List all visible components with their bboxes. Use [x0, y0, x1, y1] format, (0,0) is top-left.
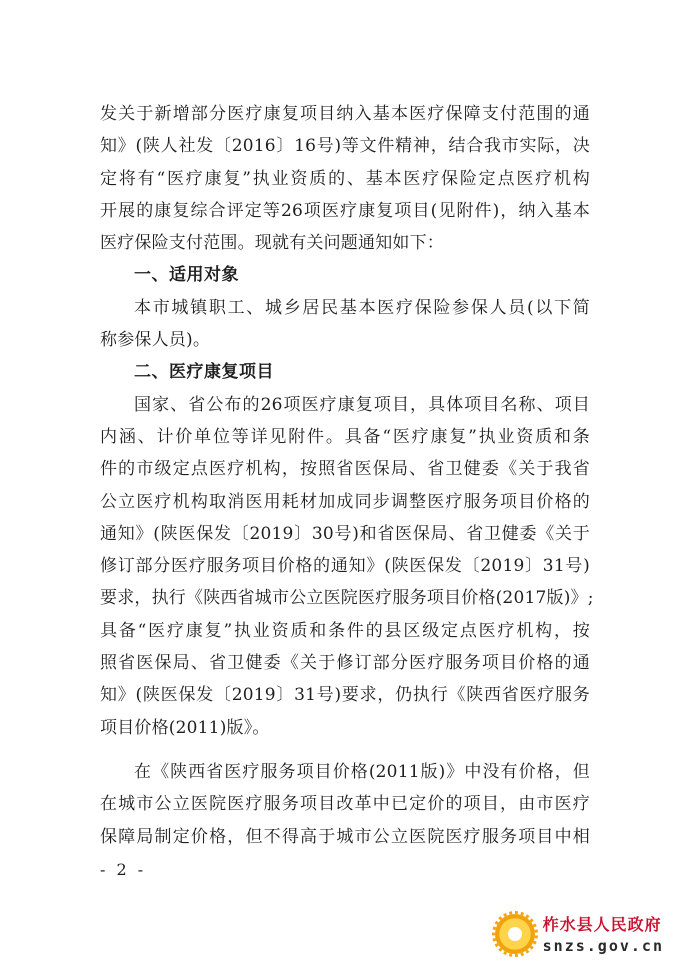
section-2-paragraph	[100, 389, 594, 744]
text-line: 具备“医疗康复”执业资质和条件的县区级定点医疗机构，按	[100, 620, 590, 641]
sun-emblem-icon	[495, 914, 535, 954]
intro-paragraph	[100, 98, 590, 259]
text-line: 定将有“医疗康复”执业资质的、基本医疗保险定点医疗机构	[100, 168, 590, 189]
watermark-url: snzs.gov.cn	[542, 937, 664, 955]
text-line: 要求，执行《陕西省城市公立医院医疗服务项目价格(2017版)》;	[100, 588, 594, 609]
page-number: - 2 -	[100, 860, 147, 879]
text-line: 国家、省公布的26项医疗康复项目，具体项目名称、项目	[134, 394, 590, 415]
text-line: 照省医保局、省卫健委《关于修订部分医疗服务项目价格的通	[100, 653, 590, 674]
text-line: 内涵、计价单位等详见附件。具备“医疗康复”执业资质和条	[100, 426, 590, 447]
text-line: 在《陕西省医疗服务项目价格(2011版)》中没有价格，但	[134, 761, 590, 782]
site-watermark	[495, 912, 664, 955]
text-line: 知》(陕人社发〔2016〕16号)等文件精神，结合我市实际，决	[100, 136, 590, 157]
text-line: 修订部分医疗服务项目价格的通知》(陕医保发〔2019〕31号)	[100, 556, 590, 577]
text-line: 公立医疗机构取消医用耗材加成同步调整医疗服务项目价格的	[100, 491, 590, 512]
text-line: 称参保人员)。	[100, 330, 211, 351]
text-line: 保障局制定价格，但不得高于城市公立医院医疗服务项目中相	[100, 826, 590, 847]
text-line: 通知》(陕医保发〔2019〕30号)和省医保局、省卫健委《关于	[100, 523, 590, 544]
text-line: 项目价格(2011)版》。	[100, 717, 270, 738]
text-line: 本市城镇职工、城乡居民基本医疗保险参保人员(以下简	[134, 297, 590, 318]
text-line: 开展的康复综合评定等26项医疗康复项目(见附件)，纳入基本	[100, 200, 590, 221]
text-line: 医疗保险支付范围。现就有关问题通知如下：	[100, 233, 444, 254]
watermark-title: 柞水县人民政府	[542, 915, 662, 934]
document-body	[100, 98, 594, 853]
section-2-paragraph-continued	[100, 756, 590, 853]
section-heading-rehab-items: 二、医疗康复项目	[134, 362, 274, 383]
text-line: 知》(陕医保发〔2019〕31号)要求，仍执行《陕西省医疗服务	[100, 685, 590, 706]
section-1-paragraph	[100, 292, 590, 357]
text-line: 在城市公立医院医疗服务项目改革中已定价的项目，由市医疗	[100, 794, 590, 815]
text-line: 发关于新增部分医疗康复项目纳入基本医疗保障支付范围的通	[100, 104, 590, 124]
section-heading-applicable-objects: 一、适用对象	[134, 265, 239, 286]
text-line: 件的市级定点医疗机构，按照省医保局、省卫健委《关于我省	[100, 459, 590, 480]
